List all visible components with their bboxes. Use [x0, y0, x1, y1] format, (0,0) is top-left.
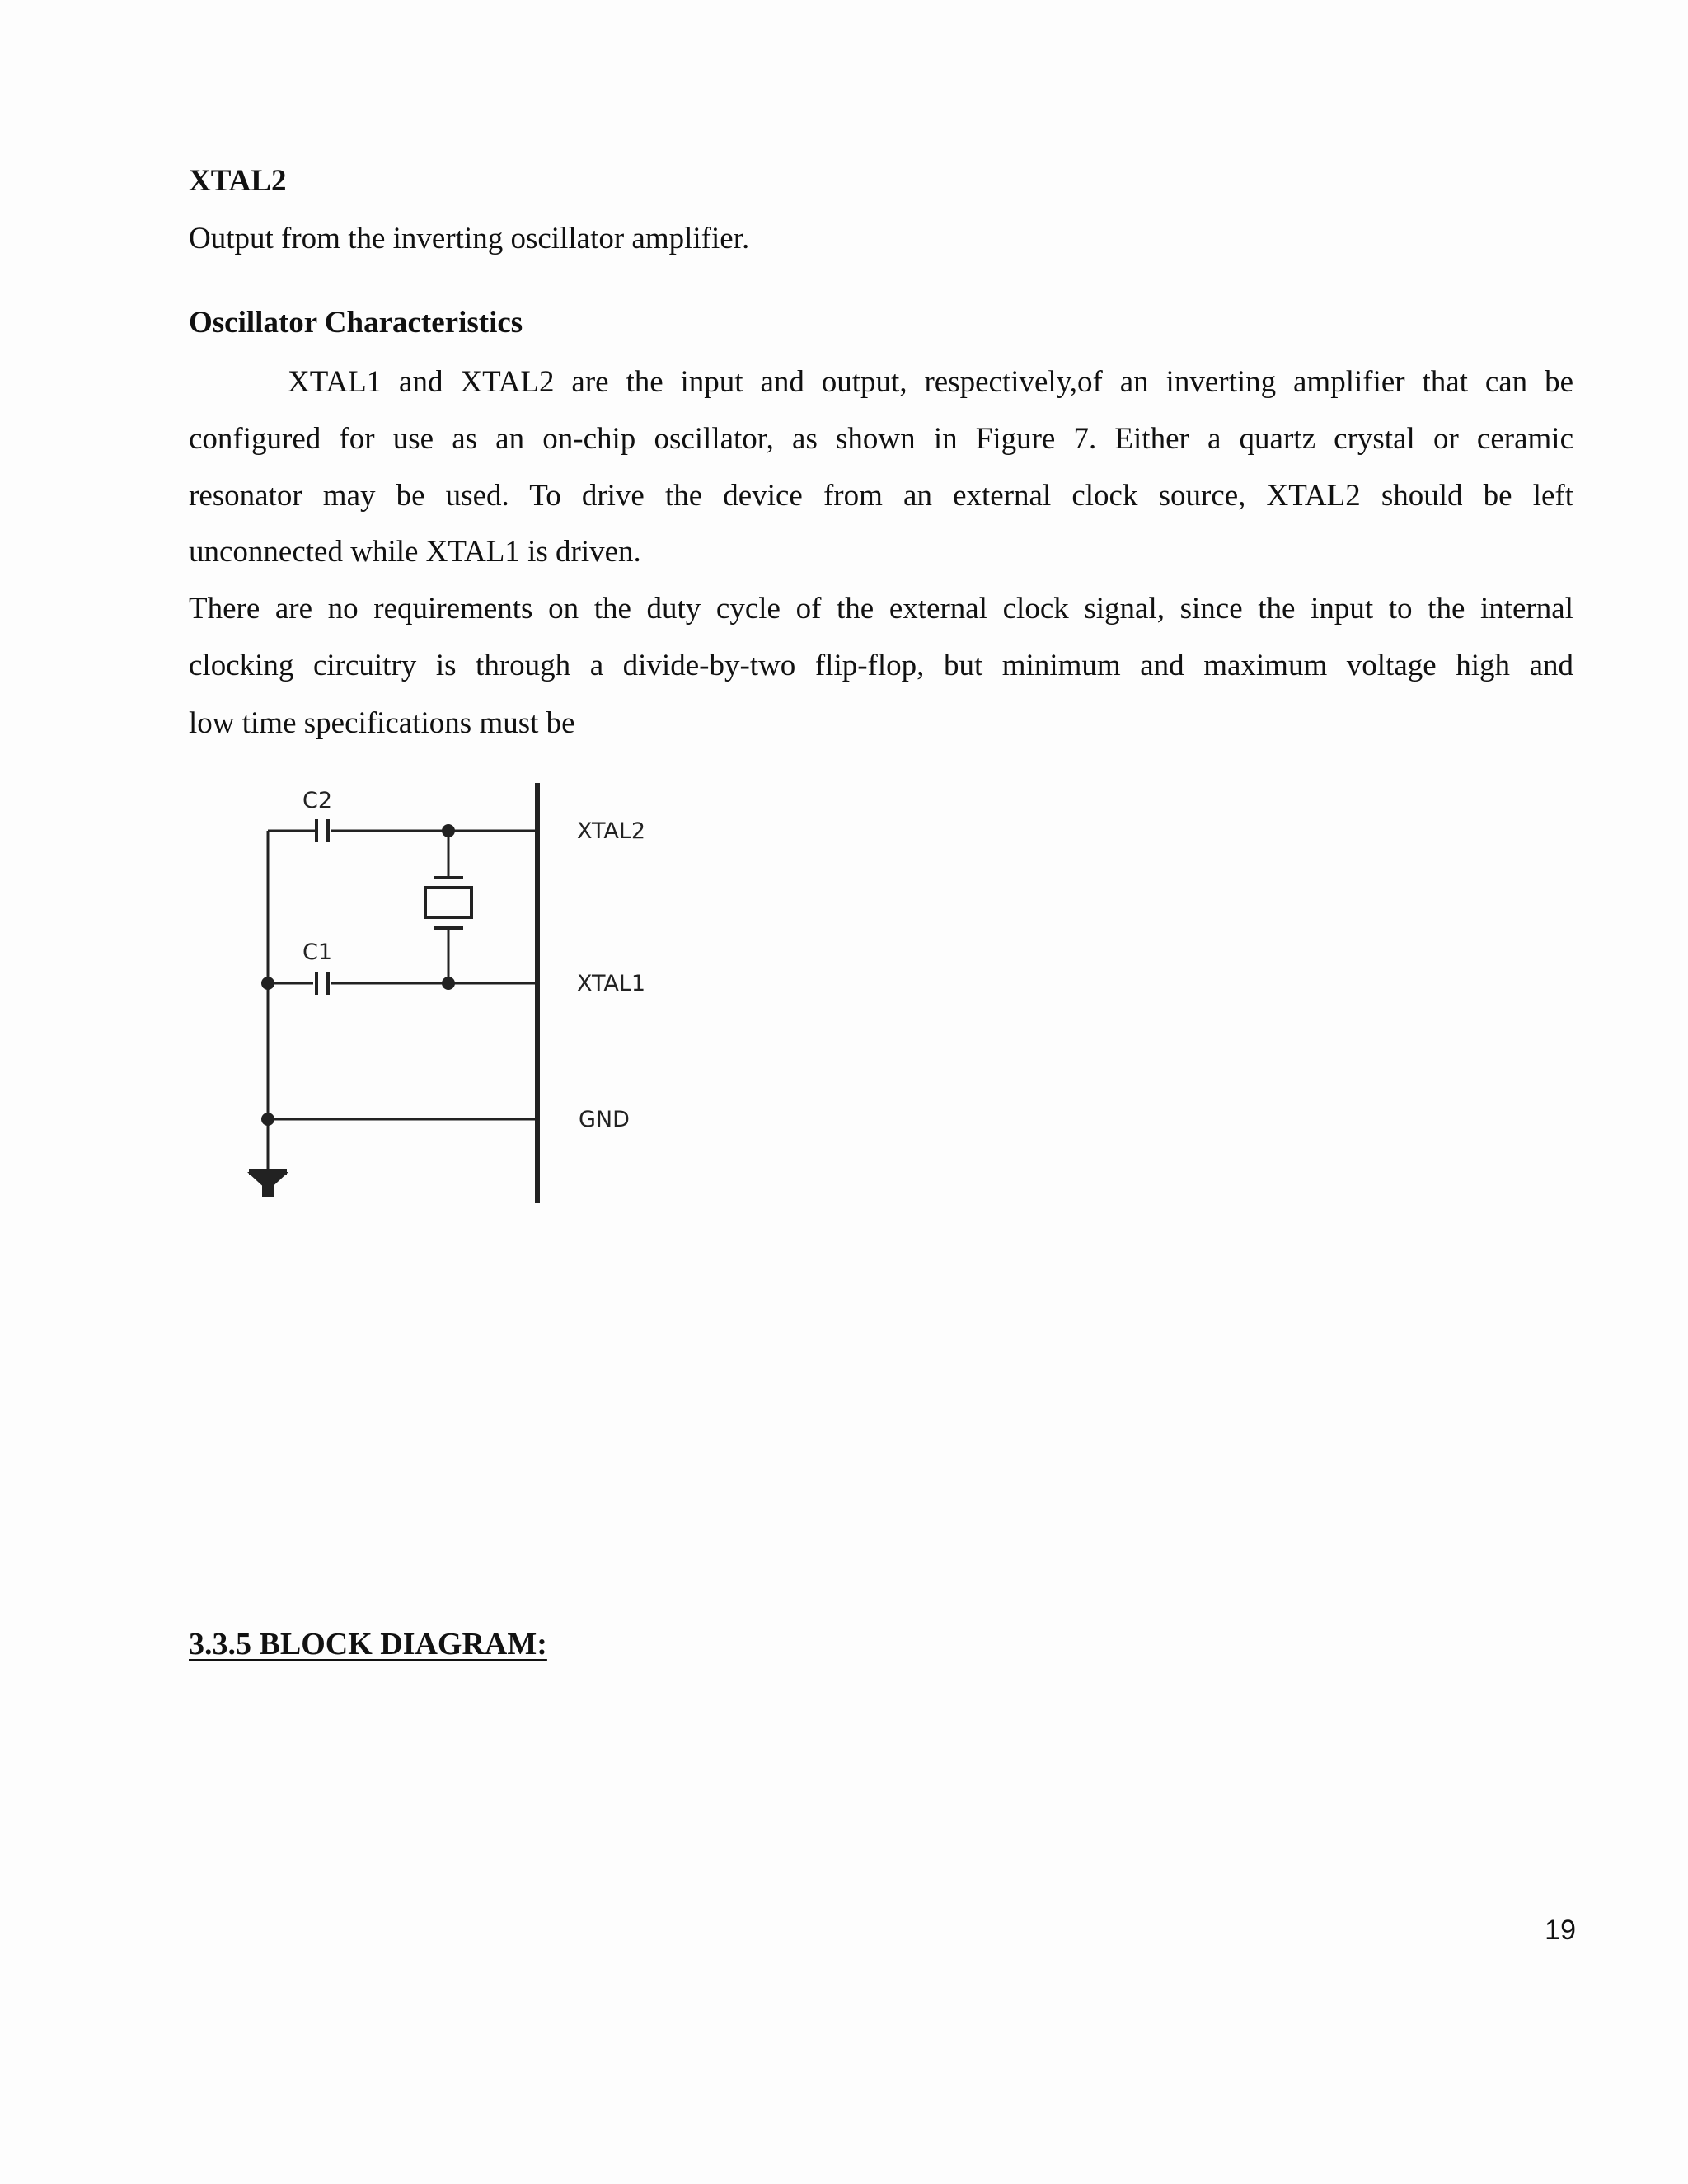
label-gnd: GND — [579, 1107, 630, 1132]
oscillator-paragraph-2 — [189, 591, 1573, 684]
paragraph-2-line-2: clocking circuitry is through a divide-by-two flip-flop, but minimum and maximum voltage high and — [189, 649, 1573, 682]
oscillator-heading: Oscillator Characteristics — [189, 306, 523, 340]
paragraph-1-line-3: resonator may be used. To drive the device from an external clock source, XTAL2 should be left — [189, 479, 1573, 513]
paragraph-2-line-1: There are no requirements on the duty cycle of the external clock signal, since the input to the internal — [189, 592, 1573, 626]
xtal2-description: Output from the inverting oscillator amplifier. — [189, 222, 750, 255]
label-xtal2: XTAL2 — [577, 818, 646, 844]
ground-symbol-bar — [249, 1169, 287, 1175]
ground-symbol-stem — [262, 1183, 274, 1197]
oscillator-paragraph-1 — [189, 364, 1573, 514]
paragraph-1-line-1: XTAL1 and XTAL2 are the input and output, respectively,of an inverting amplifier that can be — [288, 365, 1573, 399]
label-xtal1: XTAL1 — [577, 971, 646, 996]
junction-dot-xtal2 — [442, 824, 455, 837]
label-c1: C1 — [302, 940, 333, 965]
paragraph-1-last-line: unconnected while XTAL1 is driven. — [189, 535, 641, 569]
junction-dot-xtal1 — [442, 977, 455, 990]
crystal-body — [425, 888, 471, 917]
label-c2: C2 — [302, 788, 333, 813]
junction-dot-c1-left — [261, 977, 274, 990]
xtal2-heading: XTAL2 — [189, 164, 287, 198]
oscillator-circuit-figure — [223, 775, 717, 1220]
block-diagram-title: 3.3.5 BLOCK DIAGRAM: — [189, 1627, 547, 1661]
paragraph-2-last-line: low time specifications must be — [189, 706, 575, 740]
page-number: 19 — [1545, 1915, 1576, 1946]
paragraph-1-line-2: configured for use as an on-chip oscillator, as shown in Figure 7. Either a quartz crystal or ceramic — [189, 422, 1573, 456]
